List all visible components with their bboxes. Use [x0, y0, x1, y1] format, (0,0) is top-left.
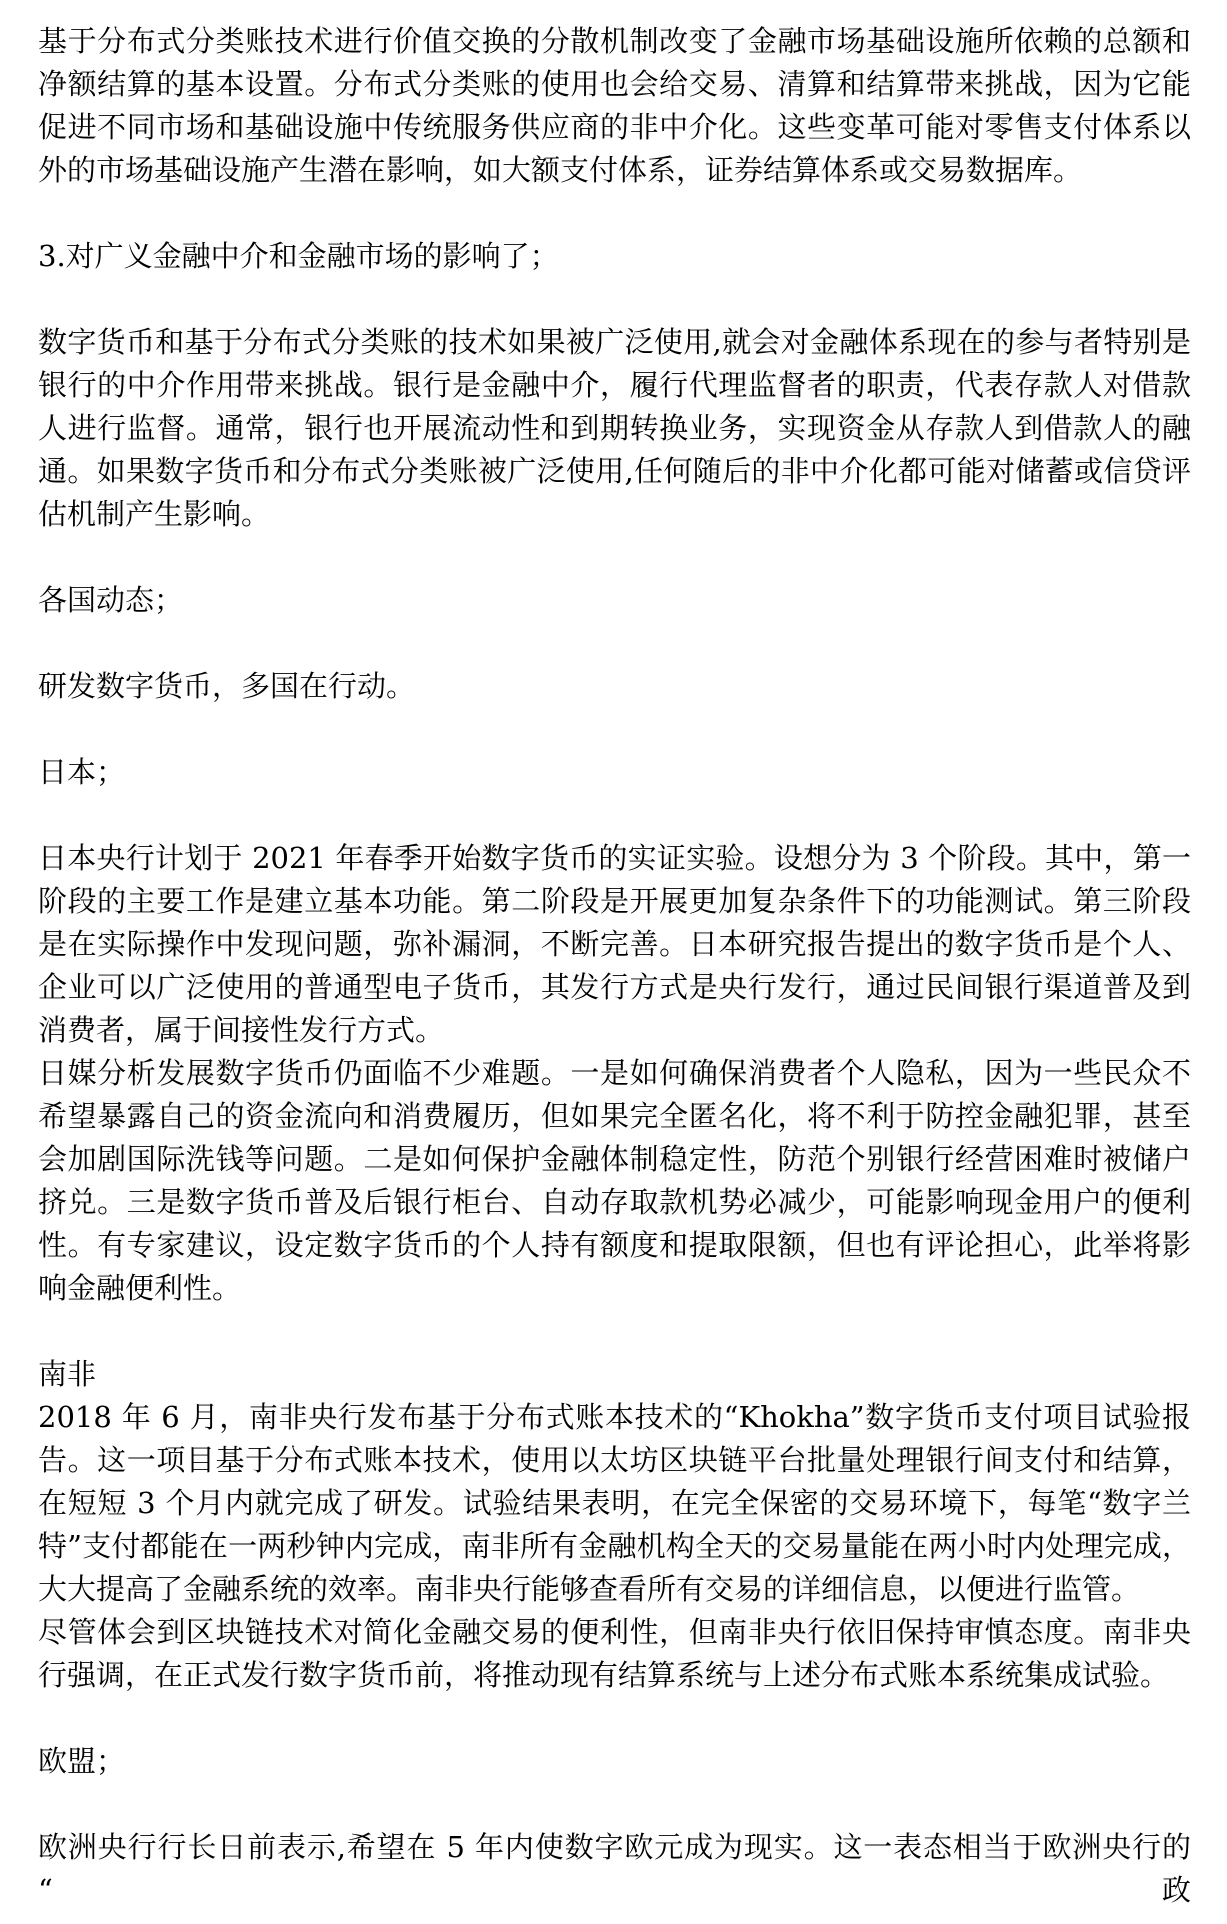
- heading-impact-on-intermediaries: 3.对广义金融中介和金融市场的影响了；: [38, 239, 559, 273]
- paragraph-khokha-project: 2018 年 6 月，南非央行发布基于分布式账本技术的“Khokha”数字货币支付项目试验报告。这一项目基于分布式账本技术，使用以太坊区块链平台批量处理银行间支付和结算，在短短 3 个月内就完成了研发。试验结果表明，在完全保密的交易环境下，每笔“数字兰特”支付都能在一两秒钟内完成，南非所有金融机构全天的交易量能在两小时内处理完成，大大提高了金融系统的效率。南非央行能够查看所有交易的详细信息，以便进行监管。: [38, 1400, 1191, 1606]
- heading-south-africa: 南非: [38, 1357, 97, 1391]
- paragraph-dlt-settlement: 基于分布式分类账技术进行价值交换的分散机制改变了金融市场基础设施所依赖的总额和净额结算的基本设置。分布式分类账的使用也会给交易、清算和结算带来挑战，因为它能促进不同市场和基础设施中传统服务供应商的非中介化。这些变革可能对零售支付体系以外的市场基础设施产生潜在影响，如大额支付体系，证券结算体系或交易数据库。: [38, 24, 1191, 187]
- paragraph-sa-caution: 尽管体会到区块链技术对简化金融交易的便利性，但南非央行依旧保持审慎态度。南非央行强调，在正式发行数字货币前，将推动现有结算系统与上述分布式账本系统集成试验。: [38, 1615, 1191, 1692]
- paragraph-japan-experiment: 日本央行计划于 2021 年春季开始数字货币的实证实验。设想分为 3 个阶段。其中，第一阶段的主要工作是建立基本功能。第二阶段是开展更加复杂条件下的功能测试。第三阶段是在实际操作中发现问题，弥补漏洞，不断完善。日本研究报告提出的数字货币是个人、企业可以广泛使用的普通型电子货币，其发行方式是央行发行，通过民间银行渠道普及到消费者，属于间接性发行方式。: [38, 841, 1191, 1047]
- heading-eu: 欧盟；: [38, 1744, 126, 1778]
- paragraph-japan-challenges: 日媒分析发展数字货币仍面临不少难题。一是如何确保消费者个人隐私，因为一些民众不希望暴露自己的资金流向和消费履历，但如果完全匿名化，将不利于防控金融犯罪，甚至会加剧国际洗钱等问题。二是如何保护金融体制稳定性，防范个别银行经营困难时被储户挤兑。三是数字货币普及后银行柜台、自动存取款机势必减少，可能影响现金用户的便利性。有专家建议，设定数字货币的个人持有额度和提取限额，但也有评论担心，此举将影响金融便利性。: [38, 1056, 1191, 1305]
- paragraph-multi-country-action: 研发数字货币，多国在行动。: [38, 669, 416, 703]
- paragraph-bank-intermediation: 数字货币和基于分布式分类账的技术如果被广泛使用,就会对金融体系现在的参与者特别是银行的中介作用带来挑战。银行是金融中介，履行代理监督者的职责，代表存款人对借款人进行监督。通常，银行也开展流动性和到期转换业务，实现资金从存款人到借款人的融通。如果数字货币和分布式分类账被广泛使用,任何随后的非中介化都可能对储蓄或信贷评估机制产生影响。: [38, 325, 1191, 531]
- heading-country-updates: 各国动态；: [38, 583, 184, 617]
- heading-japan: 日本；: [38, 755, 126, 789]
- paragraph-eu-digital-euro: 欧洲央行行长日前表示,希望在 5 年内使数字欧元成为现实。这一表态相当于欧洲央行的“政: [38, 1830, 1191, 1907]
